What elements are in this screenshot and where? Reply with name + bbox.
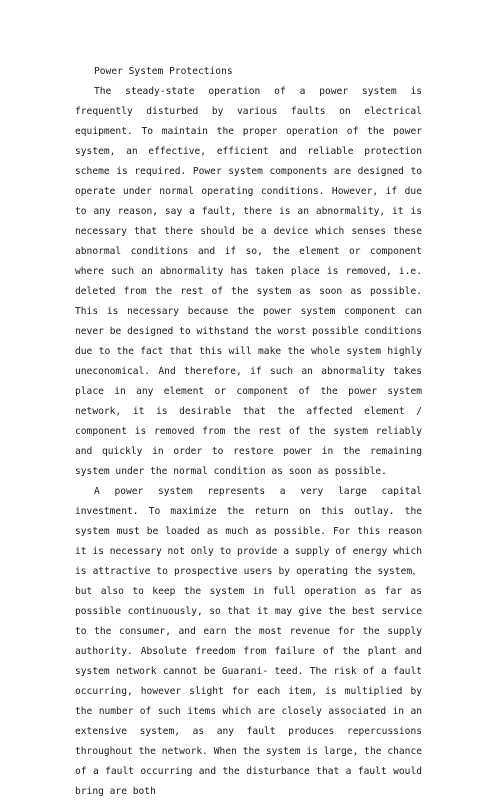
document-body <box>75 62 422 802</box>
paragraph-1: The steady-state operation of a power system is frequently disturbed by various faults on electrical equipment. To maintain the proper operation of the power system, an effective, efficient and reliable protection scheme is required. Power system components are designed to operate under normal operating conditions. However, if due to any reason, say a fault, there is an abnormality, it is necessary that there should be a device which senses these abnormal conditions and if so, the element or component where such an abnormality has taken place is removed, i.e. deleted from the rest of the system as soon as possible. This is necessary because the power system component can never be designed to withstand the worst possible conditions due to the fact that this will make the whole system highly uneconomical. And therefore, if such an abnormality takes place in any element or component of the power system network, it is desirable that the affected element / component is removed from the rest of the system reliably and quickly in order to restore power in the remaining system under the normal condition as soon as possible. <box>75 86 422 477</box>
paragraph-2: A power system represents a very large capital investment. To maximize the return on this outlay. the system must be loaded as much as possible. For this reason it is necessary not only to provide a supply of energy which is attractive to prospective users by operating the system，but also to keep the system in full operation as far as possible continuously, so that it may give the best service to the consumer, and earn the most revenue for the supply authority. Absolute freedom from failure of the plant and system network cannot be Guarani- teed. The risk of a fault occurring, however slight for each item, is multiplied by the number of such items which are closely associated in an extensive system, as any fault produces repercussions throughout the network. When the system is large, the chance of a fault occurring and the disturbance that a fault would bring are both <box>75 486 422 797</box>
document-title: Power System Protections <box>94 66 233 77</box>
